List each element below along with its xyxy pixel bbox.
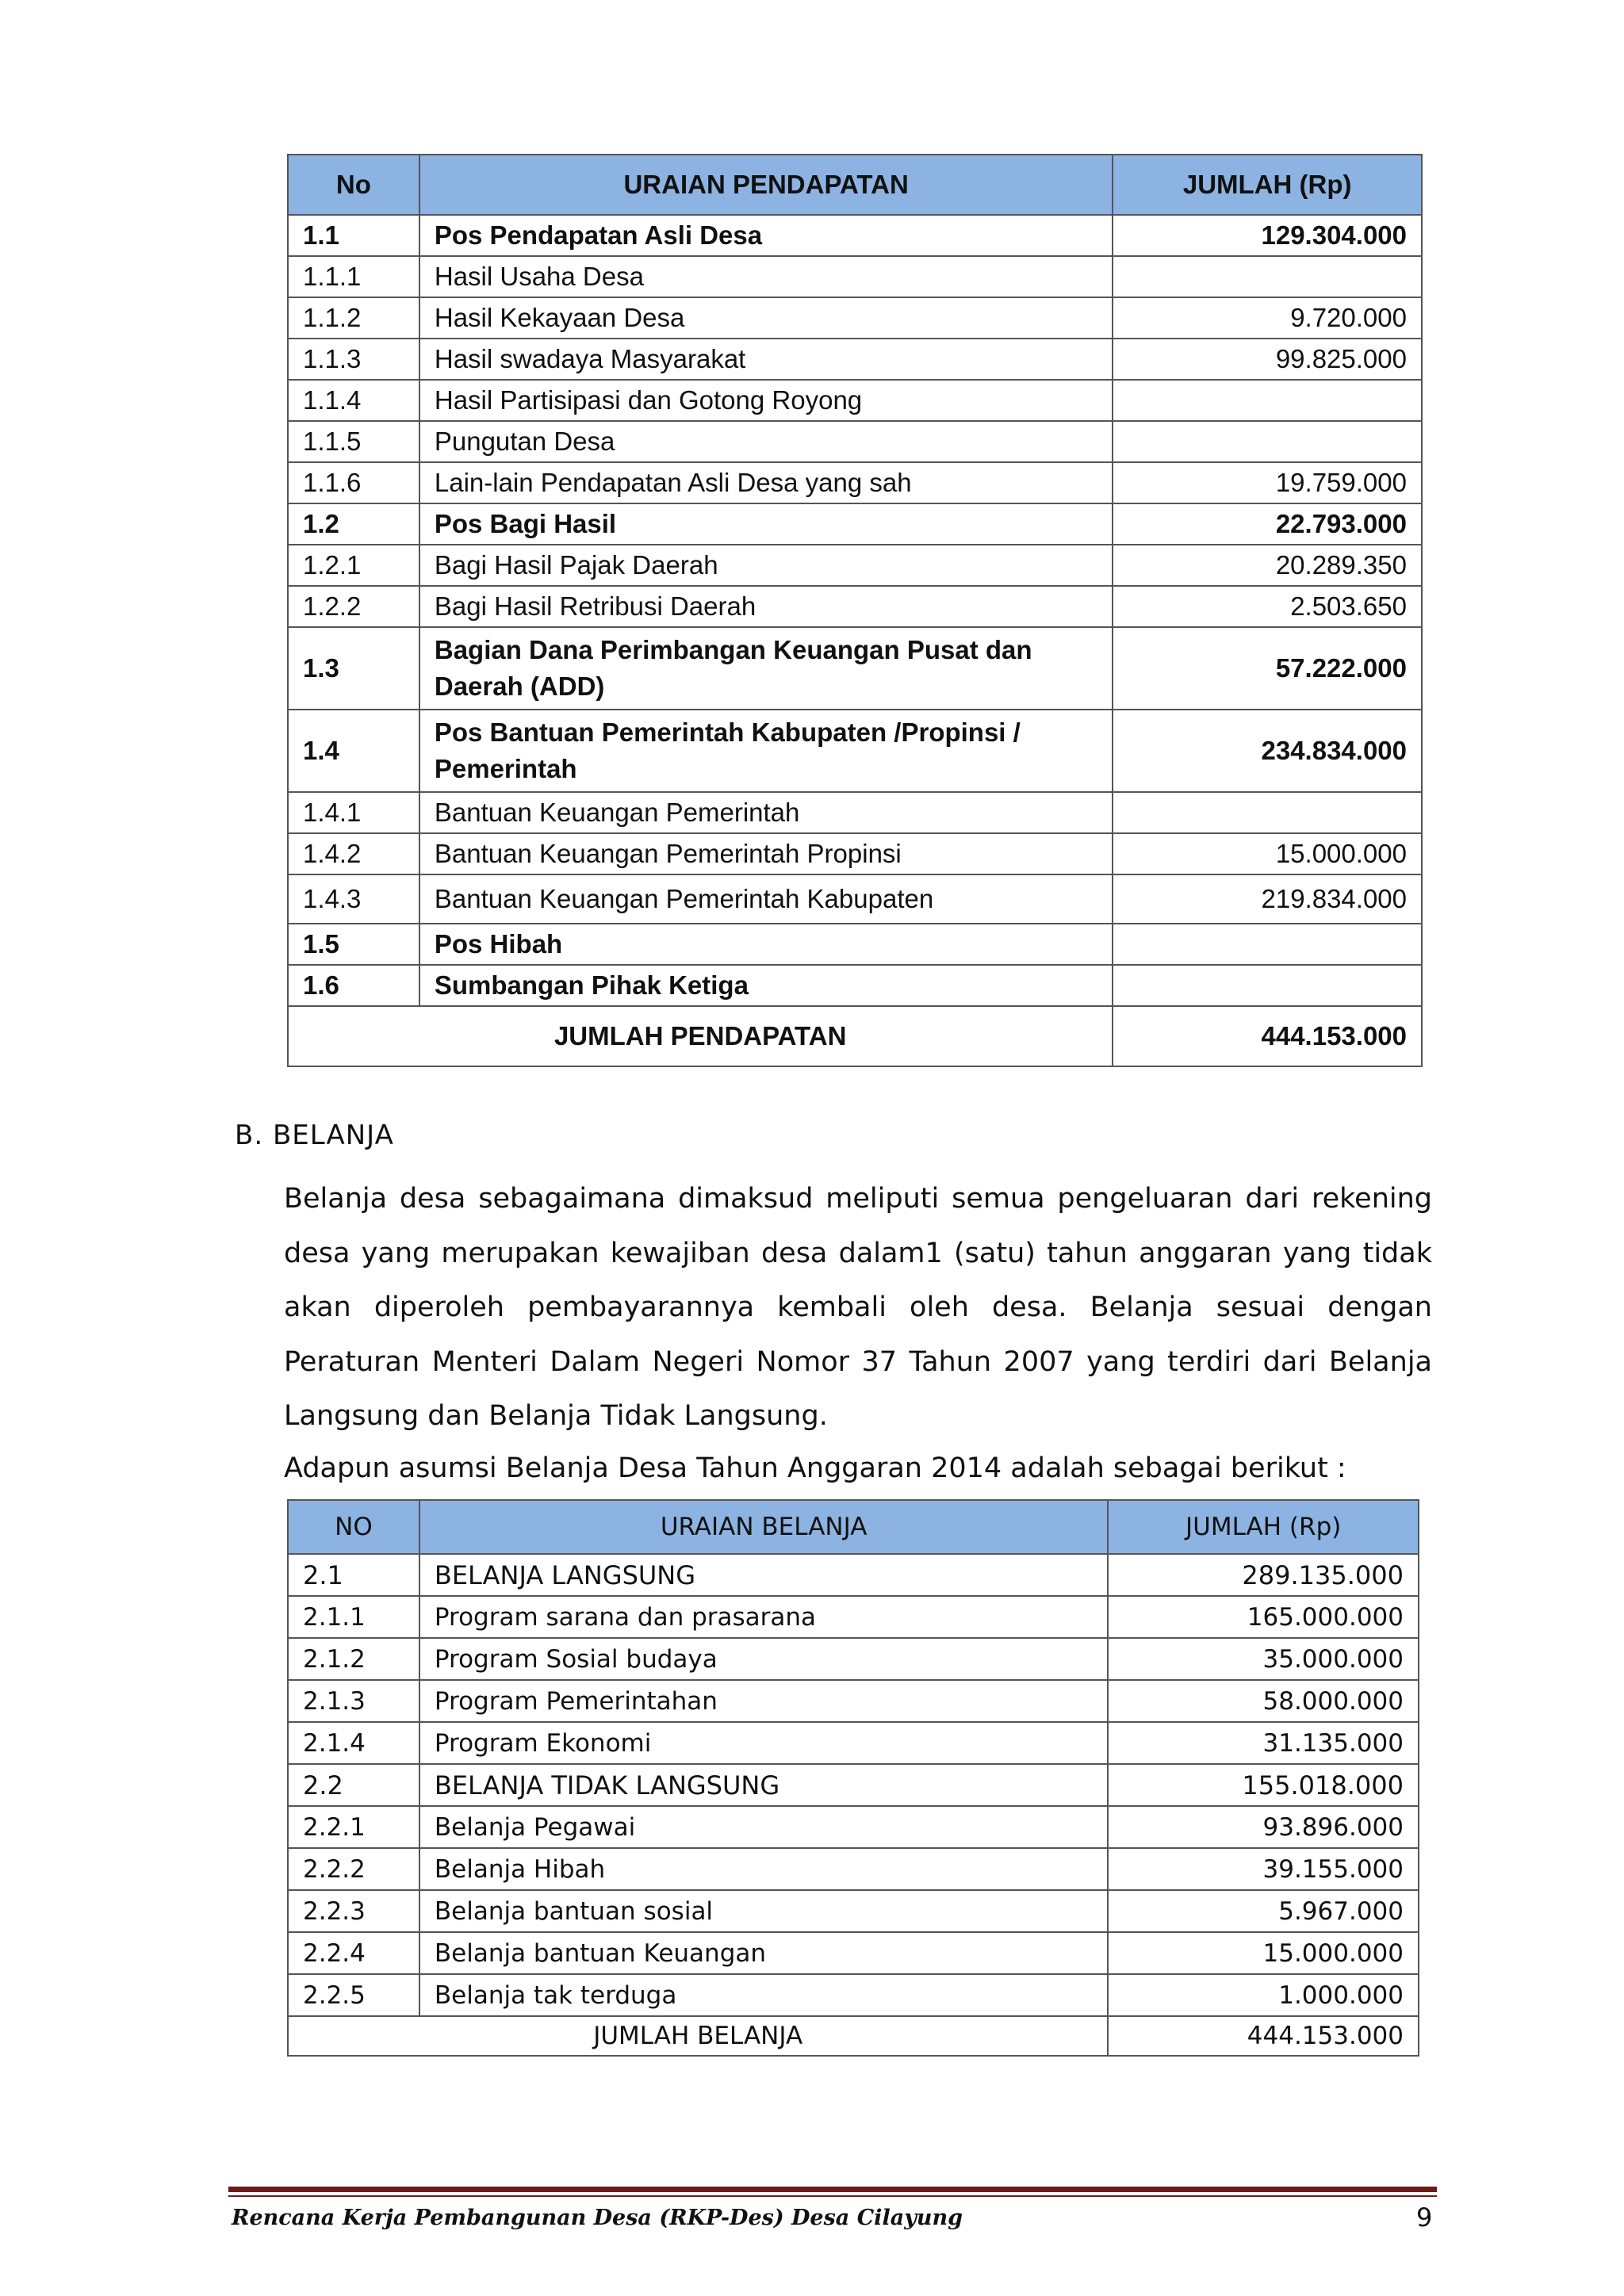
table-row [288,710,1422,792]
table-row [288,1932,1419,1974]
row-jumlah: 31.135.000 [1108,1722,1419,1764]
header-no: No [288,155,419,215]
row-jumlah: 99.825.000 [1113,339,1422,380]
row-jumlah: 15.000.000 [1108,1932,1419,1974]
table-row [288,1554,1419,1596]
row-no: 1.4.3 [288,874,419,924]
total-value: 444.153.000 [1113,1006,1422,1066]
pendapatan-table [287,154,1423,1067]
total-value: 444.153.000 [1108,2016,1419,2056]
row-jumlah: 289.135.000 [1108,1554,1419,1596]
row-no: 1.5 [288,924,419,965]
row-uraian: Belanja bantuan sosial [419,1890,1108,1932]
row-jumlah: 58.000.000 [1108,1680,1419,1722]
row-no: 1.6 [288,965,419,1006]
row-uraian: Program Pemerintahan [419,1680,1108,1722]
table-row [288,256,1422,297]
footer-rule-thin [228,2195,1437,2197]
section-title: B. BELANJA [235,1119,394,1151]
row-no: 2.1.4 [288,1722,419,1764]
row-uraian: Pungutan Desa [419,421,1113,462]
row-no: 1.1.1 [288,256,419,297]
belanja-table [287,1499,1419,2057]
row-jumlah: 57.222.000 [1113,627,1422,710]
row-jumlah: 165.000.000 [1108,1596,1419,1638]
footer-rule-thick [228,2187,1437,2192]
row-jumlah: 15.000.000 [1113,833,1422,874]
row-jumlah: 155.018.000 [1108,1764,1419,1806]
table-row [288,462,1422,503]
row-uraian: Pos Bantuan Pemerintah Kabupaten /Propinsi / Pemerintah [419,710,1113,792]
row-jumlah [1113,924,1422,965]
row-uraian: Program Ekonomi [419,1722,1108,1764]
row-uraian: BELANJA TIDAK LANGSUNG [419,1764,1108,1806]
row-jumlah: 2.503.650 [1113,586,1422,627]
row-jumlah: 129.304.000 [1113,215,1422,256]
table-row [288,1596,1419,1638]
row-no: 1.1.3 [288,339,419,380]
row-uraian: Lain-lain Pendapatan Asli Desa yang sah [419,462,1113,503]
row-uraian: Bagi Hasil Pajak Daerah [419,545,1113,586]
table-row [288,833,1422,874]
row-no: 1.3 [288,627,419,710]
row-no: 2.1.1 [288,1596,419,1638]
header-no: NO [288,1500,419,1554]
row-jumlah: 219.834.000 [1113,874,1422,924]
row-no: 2.2.4 [288,1932,419,1974]
row-no: 1.1.4 [288,380,419,421]
total-label: JUMLAH PENDAPATAN [288,1006,1113,1066]
row-uraian: Bagi Hasil Retribusi Daerah [419,586,1113,627]
row-uraian: Program sarana dan prasarana [419,1596,1108,1638]
row-uraian: Sumbangan Pihak Ketiga [419,965,1113,1006]
row-jumlah: 22.793.000 [1113,503,1422,545]
table-row [288,586,1422,627]
row-no: 1.2 [288,503,419,545]
table-row [288,627,1422,710]
row-no: 2.2 [288,1764,419,1806]
row-uraian: Bantuan Keuangan Pemerintah Kabupaten [419,874,1113,924]
row-jumlah: 20.289.350 [1113,545,1422,586]
row-jumlah: 5.967.000 [1108,1890,1419,1932]
row-uraian: Belanja Hibah [419,1848,1108,1890]
table-row [288,380,1422,421]
row-jumlah [1113,256,1422,297]
table-row [288,297,1422,339]
table-header-row [288,1500,1419,1554]
row-jumlah: 234.834.000 [1113,710,1422,792]
header-uraian: URAIAN PENDAPATAN [419,155,1113,215]
row-no: 2.2.5 [288,1974,419,2016]
table-row [288,503,1422,545]
row-uraian: Bantuan Keuangan Pemerintah Propinsi [419,833,1113,874]
row-no: 1.1 [288,215,419,256]
table-row [288,1890,1419,1932]
table-row [288,924,1422,965]
header-uraian: URAIAN BELANJA [419,1500,1108,1554]
table-row [288,545,1422,586]
header-jumlah: JUMLAH (Rp) [1108,1500,1419,1554]
row-jumlah: 9.720.000 [1113,297,1422,339]
row-no: 2.2.3 [288,1890,419,1932]
table-header-row [288,155,1422,215]
header-jumlah: JUMLAH (Rp) [1113,155,1422,215]
table-row [288,874,1422,924]
row-no: 2.1.3 [288,1680,419,1722]
table-row [288,339,1422,380]
total-label: JUMLAH BELANJA [288,2016,1108,2056]
table-row [288,1974,1419,2016]
row-jumlah: 39.155.000 [1108,1848,1419,1890]
table-row [288,1806,1419,1848]
row-no: 1.1.5 [288,421,419,462]
section-paragraph: Belanja desa sebagaimana dimaksud meliputi semua pengeluaran dari rekening desa yang merupakan kewajiban desa dalam1 (satu) tahun anggaran yang tidak akan diperoleh pembayarannya kembali oleh desa. Belanja sesuai dengan Peraturan Menteri Dalam Negeri Nomor 37 Tahun 2007 yang terdiri dari Belanja Langsung dan Belanja Tidak Langsung. [284,1183,1432,1432]
row-jumlah [1113,792,1422,833]
row-uraian: Bagian Dana Perimbangan Keuangan Pusat dan Daerah (ADD) [419,627,1113,710]
row-jumlah [1113,380,1422,421]
table-row [288,792,1422,833]
row-no: 2.1.2 [288,1638,419,1680]
table-total-row [288,1006,1422,1066]
row-uraian: Pos Hibah [419,924,1113,965]
row-uraian: Bantuan Keuangan Pemerintah [419,792,1113,833]
row-uraian: Belanja Pegawai [419,1806,1108,1848]
row-jumlah: 1.000.000 [1108,1974,1419,2016]
page-number: 9 [1416,2202,1433,2233]
table-row [288,1638,1419,1680]
row-no: 1.4.2 [288,833,419,874]
table-row [288,1848,1419,1890]
row-uraian: BELANJA LANGSUNG [419,1554,1108,1596]
row-no: 1.2.1 [288,545,419,586]
table-row [288,965,1422,1006]
row-uraian: Belanja tak terduga [419,1974,1108,2016]
row-jumlah: 35.000.000 [1108,1638,1419,1680]
row-uraian: Pos Pendapatan Asli Desa [419,215,1113,256]
row-jumlah [1113,965,1422,1006]
row-jumlah [1113,421,1422,462]
table-row [288,1764,1419,1806]
row-no: 1.1.2 [288,297,419,339]
row-uraian: Program Sosial budaya [419,1638,1108,1680]
row-no: 1.4.1 [288,792,419,833]
table-total-row [288,2016,1419,2056]
row-no: 1.4 [288,710,419,792]
row-uraian: Belanja bantuan Keuangan [419,1932,1108,1974]
row-no: 1.2.2 [288,586,419,627]
row-uraian: Hasil swadaya Masyarakat [419,339,1113,380]
row-uraian: Hasil Partisipasi dan Gotong Royong [419,380,1113,421]
table-row [288,421,1422,462]
row-jumlah: 19.759.000 [1113,462,1422,503]
row-uraian: Pos Bagi Hasil [419,503,1113,545]
footer-title: Rencana Kerja Pembangunan Desa (RKP-Des) Desa Cilayung [232,2206,963,2230]
table-row [288,1680,1419,1722]
row-no: 2.2.1 [288,1806,419,1848]
row-no: 2.1 [288,1554,419,1596]
table-row [288,1722,1419,1764]
row-no: 2.2.2 [288,1848,419,1890]
row-uraian: Hasil Kekayaan Desa [419,297,1113,339]
row-no: 1.1.6 [288,462,419,503]
row-jumlah: 93.896.000 [1108,1806,1419,1848]
row-uraian: Hasil Usaha Desa [419,256,1113,297]
table-row [288,215,1422,256]
section-intro: Adapun asumsi Belanja Desa Tahun Anggaran 2014 adalah sebagai berikut : [284,1452,1346,1484]
